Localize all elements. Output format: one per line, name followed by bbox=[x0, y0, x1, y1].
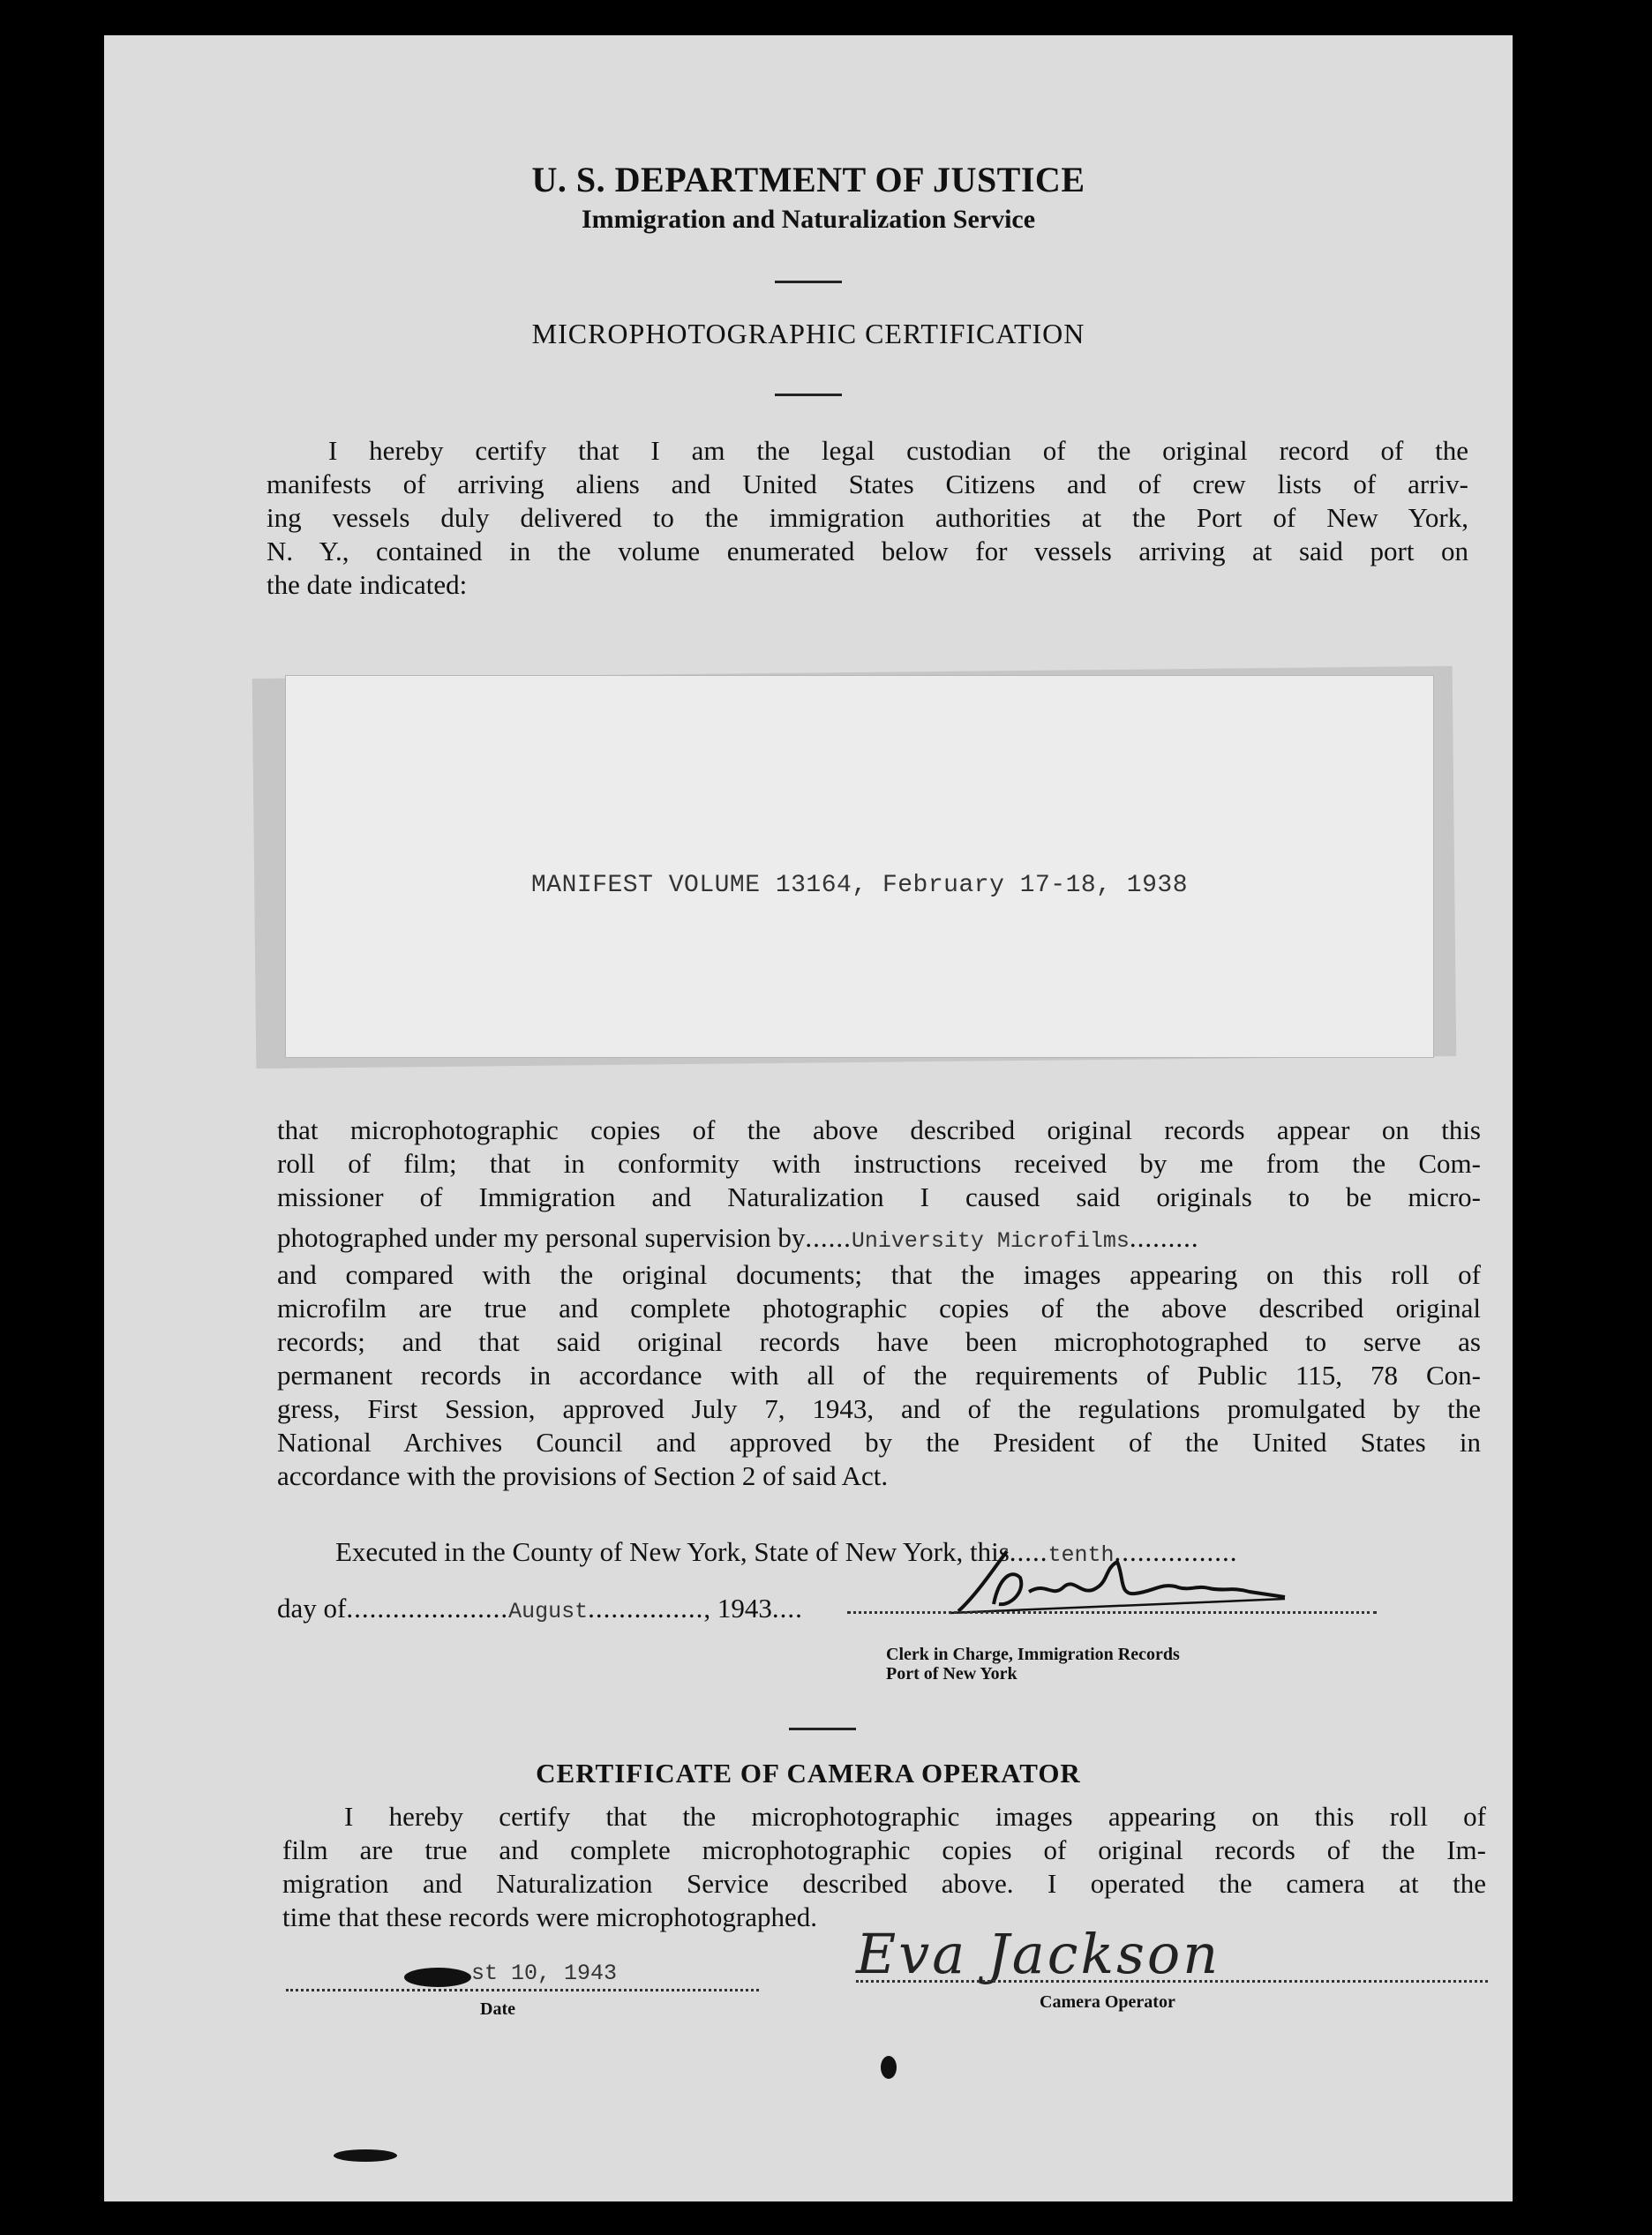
camera-line: time that these records were microphotographed. bbox=[282, 1901, 817, 1932]
execution-day: tenth bbox=[1048, 1542, 1115, 1568]
camera-line: film are true and complete microphotographic copies of original records of the Im- bbox=[282, 1834, 1486, 1865]
execution-date-line: day of.....................August..............., 1943.... bbox=[277, 1593, 803, 1624]
manifest-card bbox=[285, 675, 1434, 1058]
intro-line: ing vessels duly delivered to the immigration authorities at the Port of New York, bbox=[267, 502, 1468, 533]
supervision-line: photographed under my personal supervision by......University Microfilms......... bbox=[277, 1222, 1199, 1254]
date-line bbox=[286, 1989, 759, 1991]
ink-blot bbox=[404, 1968, 471, 1987]
body-line: National Archives Council and approved by the President of the United States in bbox=[277, 1427, 1481, 1458]
body-paragraph bbox=[277, 1114, 1481, 1493]
body-line: that microphotographic copies of the above described original records appear on this bbox=[277, 1114, 1481, 1145]
operator-label: Camera Operator bbox=[1040, 1992, 1175, 2012]
manifest-volume-text: MANIFEST VOLUME 13164, February 17-18, 1938 bbox=[530, 872, 1189, 899]
camera-line: I hereby certify that the microphotographic images appearing on this roll of bbox=[344, 1801, 1486, 1832]
clerk-title-line: Clerk in Charge, Immigration Records bbox=[886, 1645, 1180, 1664]
intro-paragraph bbox=[267, 434, 1468, 602]
body-line: and compared with the original documents; that the images appearing on this roll of bbox=[277, 1259, 1481, 1290]
execution-prefix: Executed in the County of New York, State of New York, this bbox=[335, 1536, 1010, 1567]
body-line: roll of film; that in conformity with instructions received by me from the Com- bbox=[277, 1148, 1481, 1179]
intro-line: I hereby certify that I am the legal custodian of the original record of the bbox=[328, 435, 1468, 466]
service-subheading: Immigration and Naturalization Service bbox=[581, 205, 1036, 234]
camera-heading: CERTIFICATE OF CAMERA OPERATOR bbox=[536, 1758, 1081, 1789]
date-label: Date bbox=[480, 1999, 515, 2019]
operator-signature-line bbox=[856, 1980, 1488, 1983]
day-of-label: day of bbox=[277, 1593, 347, 1624]
intro-line: manifests of arriving aliens and United States Citizens and of crew lists of arriv- bbox=[267, 469, 1468, 499]
operator-date-value: st 10, 1943 bbox=[471, 1961, 618, 1986]
clerk-signature bbox=[844, 1542, 1514, 1639]
department-heading: U. S. DEPARTMENT OF JUSTICE bbox=[531, 160, 1085, 199]
ink-mark bbox=[334, 2149, 397, 2162]
operator-signature: Eva Jackson bbox=[856, 1922, 1221, 1986]
camera-line: migration and Naturalization Service described above. I operated the camera at the bbox=[282, 1868, 1486, 1899]
execution-month: August bbox=[508, 1599, 589, 1624]
body-line: microfilm are true and complete photographic copies of the above described original bbox=[277, 1293, 1481, 1324]
body-line: photographed under my personal supervision by bbox=[277, 1222, 806, 1253]
divider-rule bbox=[775, 394, 842, 396]
certificate-page bbox=[104, 35, 1513, 2201]
body-line: permanent records in accordance with all of the requirements of Public 115, 78 Con- bbox=[277, 1360, 1481, 1391]
execution-year: , 1943 bbox=[703, 1593, 772, 1624]
clerk-title bbox=[886, 1645, 1180, 1684]
body-line: gress, First Session, approved July 7, 1943, and of the regulations promulgated by the bbox=[277, 1393, 1481, 1424]
divider-rule bbox=[789, 1728, 856, 1730]
certification-title: MICROPHOTOGRAPHIC CERTIFICATION bbox=[531, 318, 1085, 349]
intro-line: the date indicated: bbox=[267, 569, 468, 600]
body-line: missioner of Immigration and Naturalization I caused said originals to be micro- bbox=[277, 1181, 1481, 1212]
body-line: records; and that said original records have been microphotographed to serve as bbox=[277, 1326, 1481, 1357]
clerk-signature-line bbox=[847, 1611, 1377, 1614]
supervisor-name: University Microfilms bbox=[851, 1228, 1130, 1254]
body-line: accordance with the provisions of Section 2 of said Act. bbox=[277, 1460, 889, 1491]
divider-rule bbox=[775, 281, 842, 283]
clerk-title-line: Port of New York bbox=[886, 1664, 1017, 1684]
ink-mark bbox=[881, 2056, 897, 2079]
execution-line: Executed in the County of New York, State of New York, this.....tenth................ bbox=[335, 1536, 1238, 1568]
intro-line: N. Y., contained in the volume enumerated below for vessels arriving at said port on bbox=[267, 536, 1468, 566]
camera-paragraph bbox=[282, 1800, 1486, 1934]
